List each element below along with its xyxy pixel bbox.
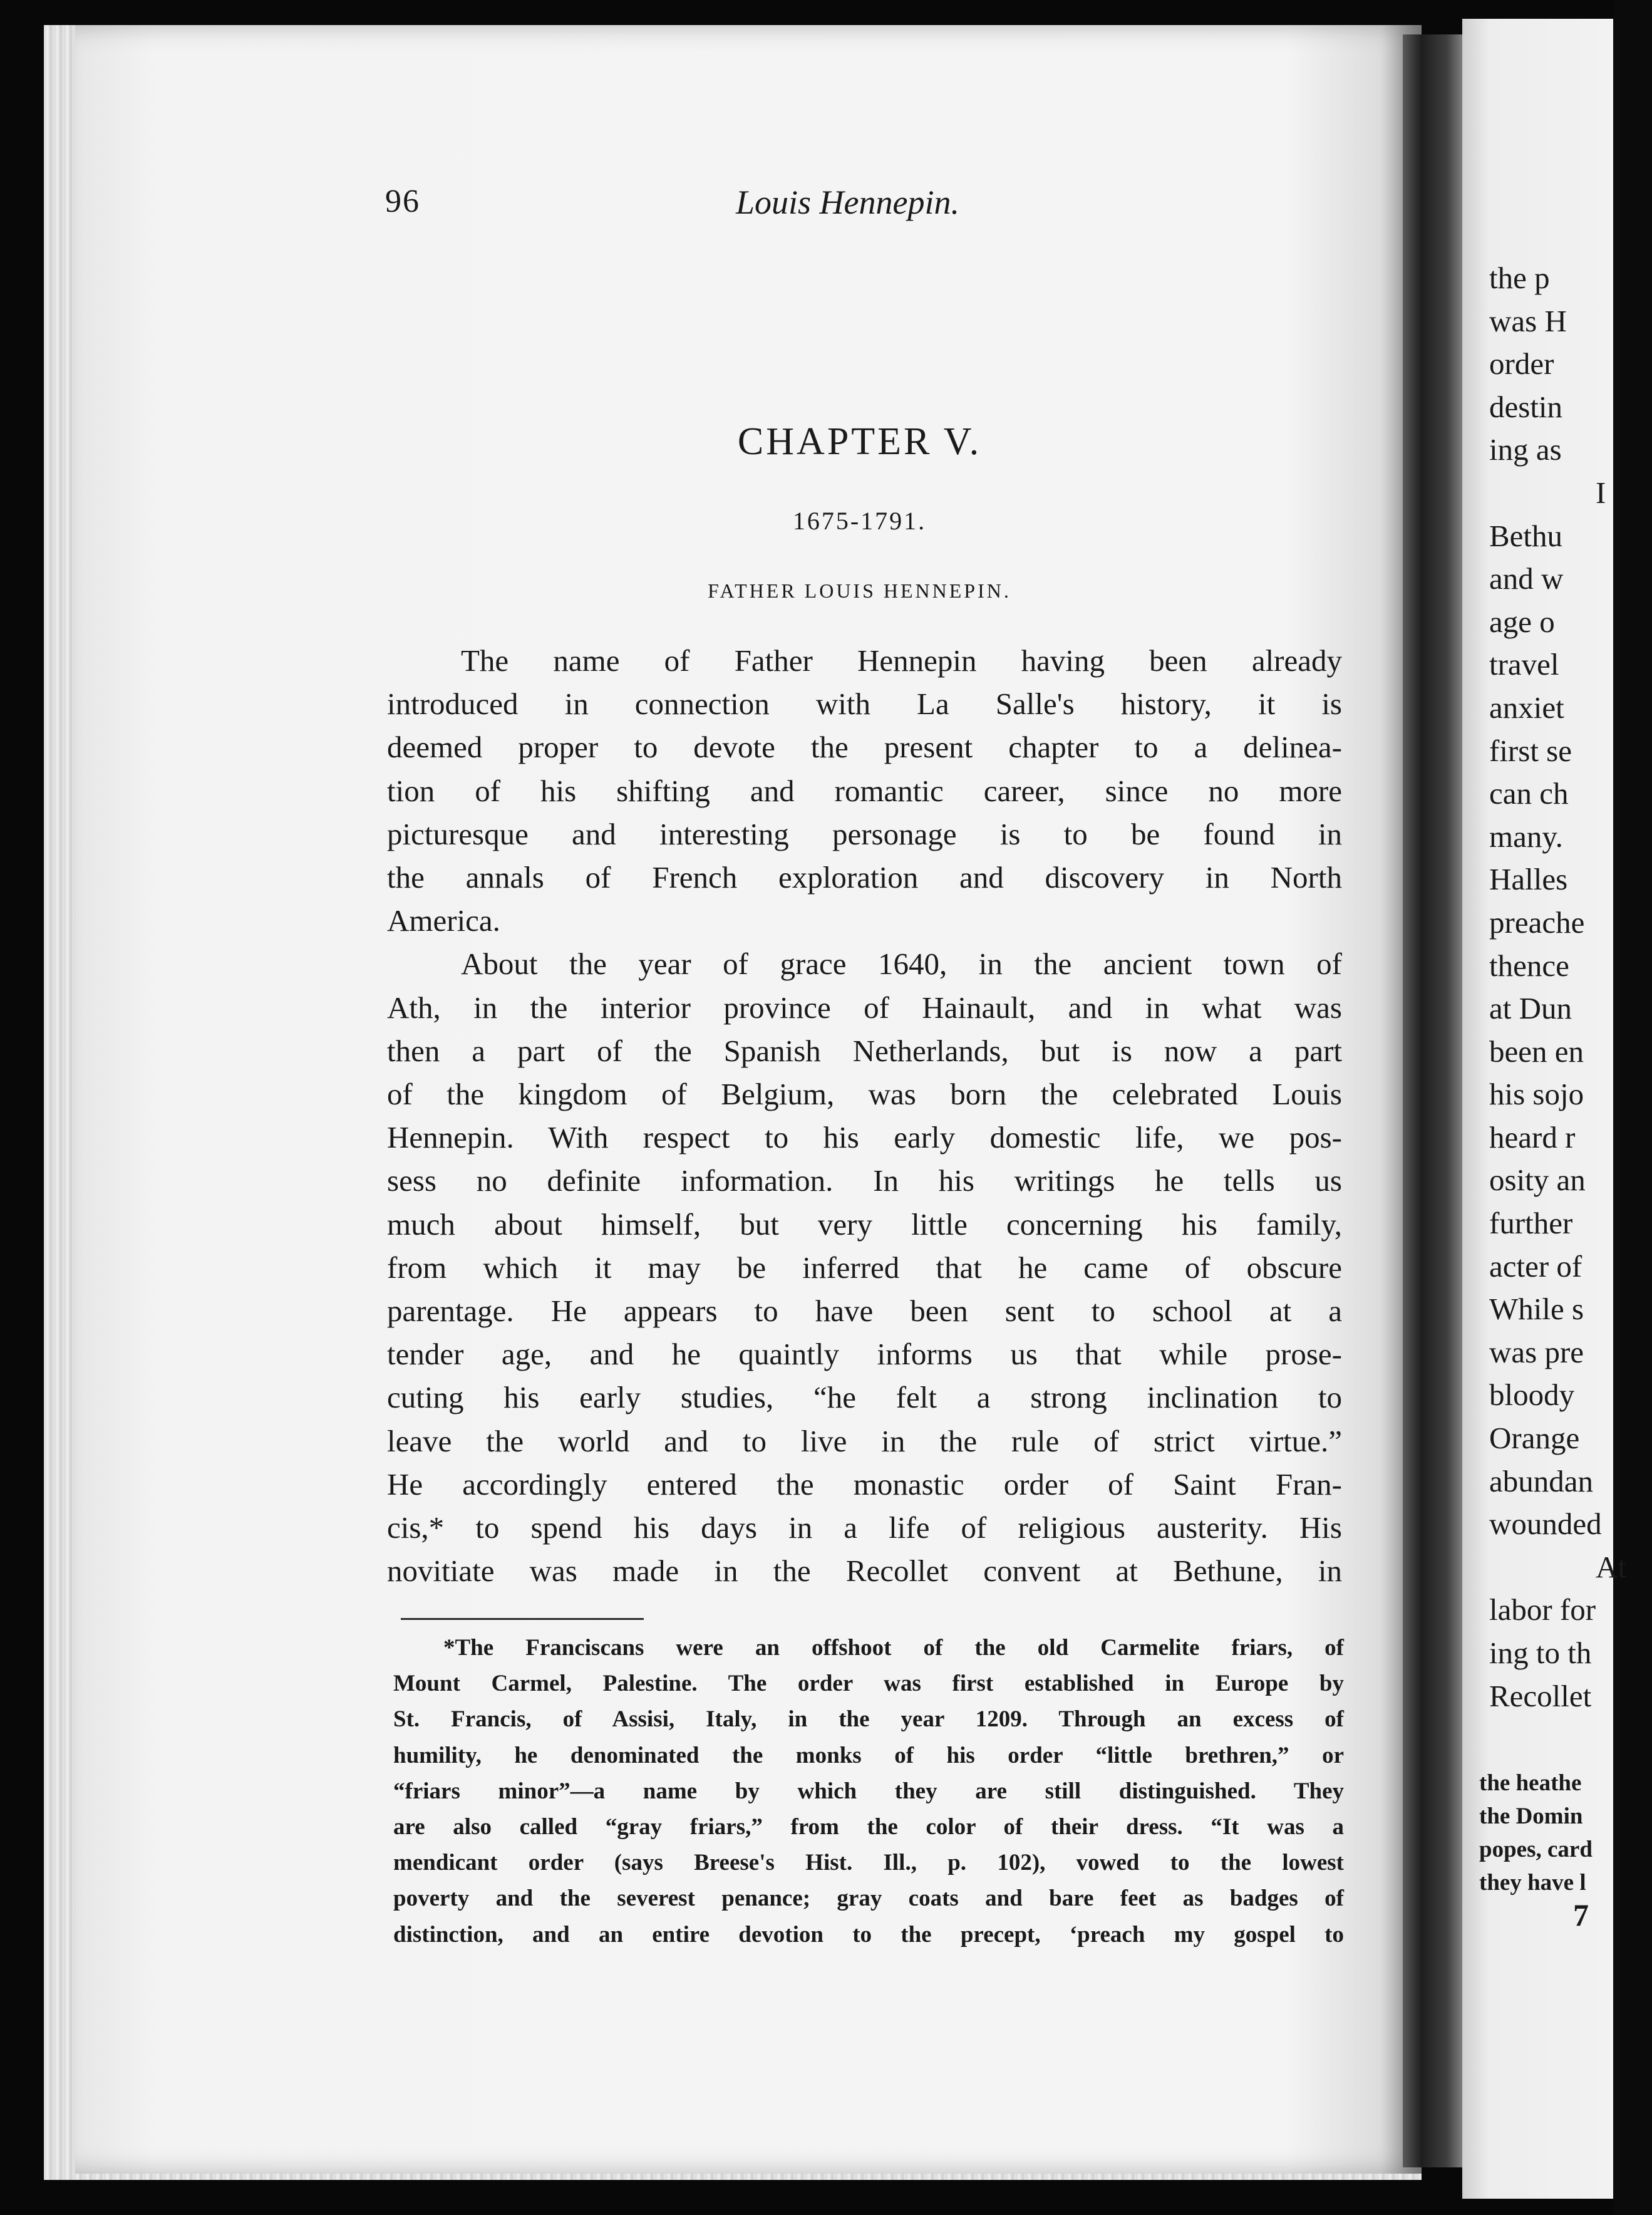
right-page-line: ing as bbox=[1489, 432, 1562, 467]
body-line: He accordingly entered the monastic order of Saint Fran- bbox=[387, 1466, 1342, 1502]
footnote-line: are also called “gray friars,” from the color of their dress. “It was a bbox=[393, 1814, 1344, 1840]
right-page-line: was H bbox=[1489, 303, 1567, 338]
right-page-line: further bbox=[1489, 1206, 1573, 1241]
right-page-line: Orange bbox=[1489, 1421, 1580, 1456]
footnote bbox=[393, 1630, 1344, 1953]
footnote-line: distinction, and an entire devotion to the precept, ‘preach my gospel to bbox=[393, 1921, 1344, 1948]
footnote-line: *The Franciscans were an offshoot of the old Carmelite friars, of bbox=[443, 1635, 1344, 1661]
body-line: Hennepin. With respect to his early domestic life, we pos- bbox=[387, 1120, 1342, 1155]
running-title: Louis Hennepin. bbox=[736, 184, 959, 221]
body-line: About the year of grace 1640, in the ancient town of bbox=[461, 947, 1342, 982]
right-page-line: at Dun bbox=[1489, 991, 1572, 1026]
body-line: Ath, in the interior province of Hainault, and in what was bbox=[387, 990, 1342, 1025]
body-line: cis,* to spend his days in a life of religious austerity. His bbox=[387, 1510, 1342, 1545]
right-page-line: order bbox=[1489, 346, 1554, 381]
right-page-line: and w bbox=[1489, 561, 1564, 596]
footnote-line: Mount Carmel, Palestine. The order was first established in Europe by bbox=[393, 1671, 1344, 1697]
body-line: America. bbox=[387, 903, 500, 938]
body-line: tender age, and he quaintly informs us that while prose- bbox=[387, 1337, 1342, 1372]
body-line: novitiate was made in the Recollet convent at Bethune, in bbox=[387, 1554, 1342, 1589]
chapter-subtitle: FATHER LOUIS HENNEPIN. bbox=[708, 579, 1011, 602]
footnote-line: St. Francis, of Assisi, Italy, in the year 1209. Through an excess of bbox=[393, 1706, 1344, 1733]
body-text bbox=[387, 639, 1342, 1592]
body-line: picturesque and interesting personage is to be found in bbox=[387, 816, 1342, 851]
body-line: sess no definite information. In his writings he tells us bbox=[387, 1163, 1342, 1198]
footnote-line: mendicant order (says Breese's Hist. Ill., p. 102), vowed to the lowest bbox=[393, 1850, 1344, 1876]
right-page-line: anxiet bbox=[1489, 690, 1564, 725]
right-page-line: wounded bbox=[1489, 1507, 1602, 1542]
right-page-line: At bbox=[1596, 1549, 1626, 1584]
right-page-line: thence bbox=[1489, 948, 1569, 983]
right-page-line: acter of bbox=[1489, 1248, 1582, 1284]
right-page-line: many. bbox=[1489, 819, 1563, 854]
right-page-line: been en bbox=[1489, 1034, 1584, 1069]
right-page-line: ing to th bbox=[1489, 1636, 1592, 1670]
footnote-rule bbox=[401, 1618, 644, 1620]
chapter-dates: 1675-1791. bbox=[792, 507, 927, 535]
right-page-line: Recollet bbox=[1489, 1678, 1592, 1713]
body-line: leave the world and to live in the rule of strict virtue.” bbox=[387, 1423, 1342, 1458]
signature-mark: 7 bbox=[1573, 1897, 1589, 1932]
body-line: much about himself, but very little concerning his family, bbox=[387, 1206, 1342, 1242]
right-page-line: abundan bbox=[1489, 1463, 1593, 1498]
right-page-line: age o bbox=[1489, 604, 1555, 639]
body-line: parentage. He appears to have been sent to school at a bbox=[387, 1294, 1342, 1329]
right-page-line: was pre bbox=[1489, 1334, 1584, 1369]
footnote-line: humility, he denominated the monks of his order “little brethren,” or bbox=[393, 1742, 1344, 1768]
footnote-line: “friars minor”—a name by which they are still distinguished. They bbox=[393, 1778, 1344, 1804]
right-page-line: bloody bbox=[1489, 1377, 1575, 1413]
right-page-footnote-line: the Domin bbox=[1479, 1803, 1583, 1829]
right-page-footnote bbox=[1479, 1766, 1642, 1899]
book-gutter bbox=[1403, 34, 1465, 2167]
right-page-line: While s bbox=[1489, 1292, 1584, 1327]
chapter-title: CHAPTER V. bbox=[737, 420, 982, 463]
body-line: introduced in connection with La Salle's history, it is bbox=[387, 687, 1342, 722]
body-line: The name of Father Hennepin having been already bbox=[461, 643, 1342, 678]
right-page-footnote-line: popes, card bbox=[1479, 1837, 1593, 1862]
right-page-text bbox=[1489, 257, 1652, 1718]
right-page-line: the p bbox=[1489, 261, 1550, 295]
right-page-line: Halles bbox=[1489, 862, 1568, 897]
right-page-line: can ch bbox=[1489, 776, 1569, 811]
body-line: deemed proper to devote the present chapter to a delinea- bbox=[387, 730, 1342, 765]
right-page-footnote-line: they have l bbox=[1479, 1870, 1586, 1896]
page-number: 96 bbox=[385, 184, 420, 219]
right-page-line: labor for bbox=[1489, 1592, 1596, 1627]
body-line: of the kingdom of Belgium, was born the celebrated Louis bbox=[387, 1077, 1342, 1112]
body-line: cuting his early studies, “he felt a strong inclination to bbox=[387, 1380, 1342, 1415]
right-page-line: I bbox=[1596, 475, 1606, 510]
right-page-line: preache bbox=[1489, 905, 1585, 940]
right-page-line: Bethu bbox=[1489, 518, 1563, 553]
right-page-line: his sojo bbox=[1489, 1077, 1584, 1112]
body-line: tion of his shifting and romantic career, since no more bbox=[387, 773, 1342, 808]
right-page-line: destin bbox=[1489, 389, 1563, 424]
right-page-line: first se bbox=[1489, 733, 1572, 768]
right-page-line: travel bbox=[1489, 647, 1559, 682]
right-page-footnote-line: the heathe bbox=[1479, 1770, 1582, 1796]
body-line: from which it may be inferred that he came of obscure bbox=[387, 1250, 1342, 1285]
running-head bbox=[385, 183, 1334, 233]
right-page-line: osity an bbox=[1489, 1163, 1586, 1198]
body-line: the annals of French exploration and discovery in North bbox=[387, 860, 1342, 895]
right-page-line: heard r bbox=[1489, 1119, 1576, 1154]
footnote-line: poverty and the severest penance; gray coats and bare feet as badges of bbox=[393, 1886, 1344, 1912]
body-line: then a part of the Spanish Netherlands, but is now a part bbox=[387, 1033, 1342, 1068]
